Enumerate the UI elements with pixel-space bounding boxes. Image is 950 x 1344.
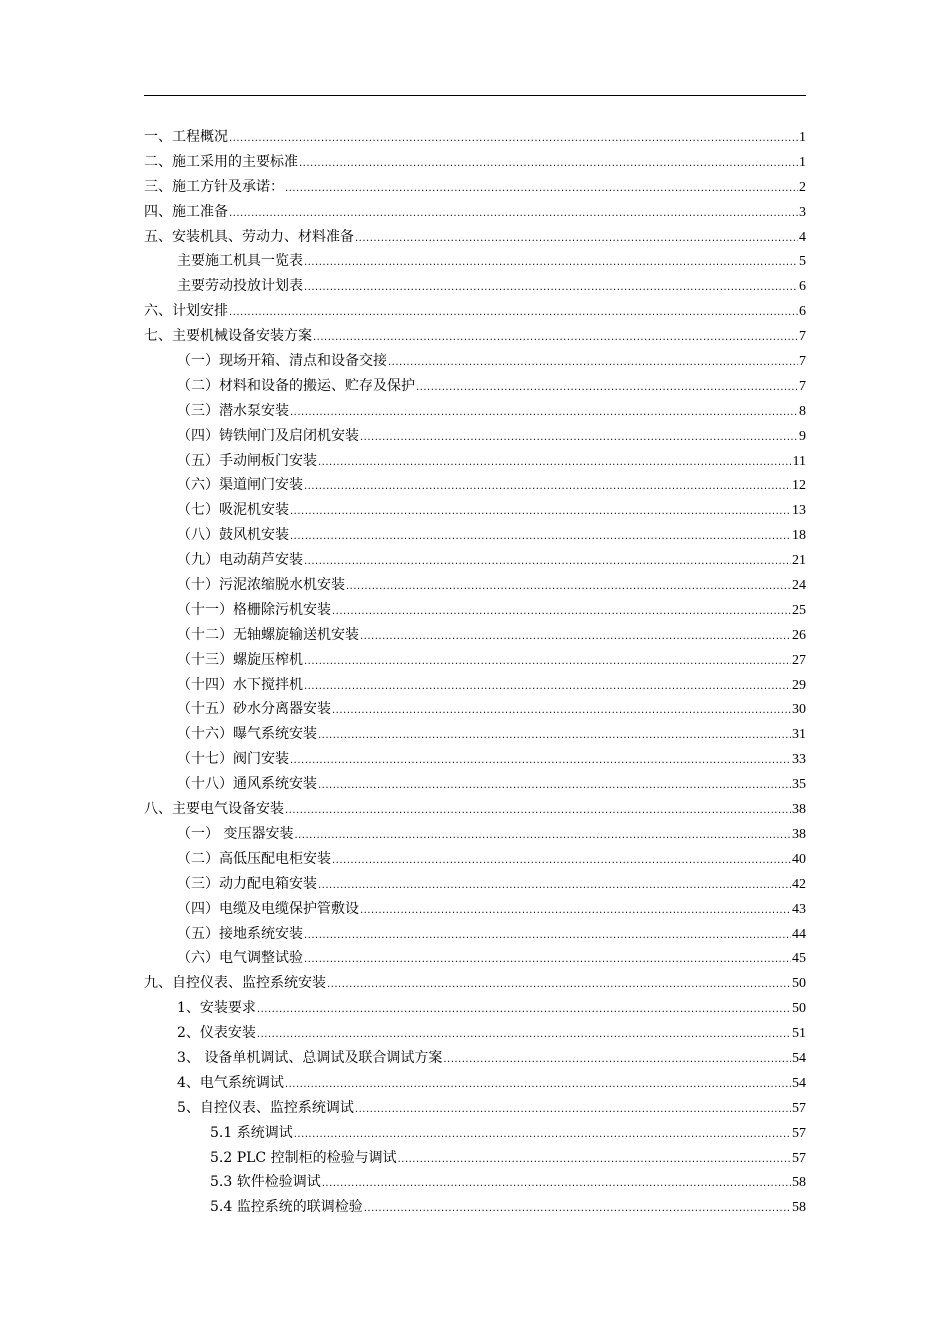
toc-entry-page-number: 11: [792, 453, 806, 469]
toc-entry[interactable]: [144, 1146, 806, 1171]
toc-entry[interactable]: [144, 473, 806, 498]
toc-leader-dots: [304, 675, 791, 700]
toc-entry-page-number: 5: [799, 254, 806, 270]
toc-entry[interactable]: [144, 225, 806, 250]
table-of-contents: [144, 125, 806, 1220]
toc-entry-page-number: 35: [792, 777, 806, 793]
toc-entry-title: （二）材料和设备的搬运、贮存及保护: [177, 377, 415, 394]
toc-entry[interactable]: [144, 125, 806, 150]
toc-entry[interactable]: [144, 299, 806, 324]
toc-entry[interactable]: [144, 1096, 806, 1121]
toc-entry-title: 六、计划安排: [144, 303, 228, 320]
toc-leader-dots: [285, 177, 798, 202]
toc-entry-title: 5.4 监控系统的联调检验: [210, 1199, 363, 1216]
toc-entry-title: （六）电气调整试验: [177, 950, 303, 967]
toc-entry[interactable]: [144, 424, 806, 449]
toc-entry[interactable]: [144, 449, 806, 474]
toc-entry[interactable]: [144, 872, 806, 897]
toc-entry-page-number: 57: [792, 1100, 806, 1116]
toc-entry-title: （八）鼓风机安装: [177, 527, 289, 544]
toc-leader-dots: [290, 500, 791, 525]
toc-entry[interactable]: [144, 897, 806, 922]
toc-leader-dots: [360, 899, 791, 924]
toc-entry[interactable]: [144, 1195, 806, 1220]
toc-leader-dots: [285, 799, 791, 824]
toc-leader-dots: [388, 351, 798, 376]
toc-entry-page-number: 1: [799, 154, 806, 170]
toc-entry[interactable]: [144, 1021, 806, 1046]
toc-leader-dots: [285, 1073, 791, 1098]
toc-leader-dots: [299, 152, 798, 177]
toc-entry-page-number: 21: [792, 553, 806, 569]
toc-leader-dots: [443, 1048, 791, 1073]
toc-entry-page-number: 4: [799, 229, 806, 245]
toc-entry-title: 四、施工准备: [144, 203, 228, 220]
toc-entry-page-number: 8: [799, 403, 806, 419]
toc-entry-title: 一、工程概况: [144, 129, 228, 145]
toc-entry-page-number: 45: [792, 951, 806, 967]
toc-entry[interactable]: [144, 623, 806, 648]
toc-leader-dots: [332, 849, 791, 874]
toc-entry-title: （三）潜水泵安装: [177, 402, 289, 419]
toc-entry-title: （九）电动葫芦安装: [177, 552, 303, 569]
toc-entry-page-number: 27: [792, 652, 806, 668]
toc-entry[interactable]: [144, 324, 806, 349]
toc-leader-dots: [290, 525, 791, 550]
toc-leader-dots: [416, 376, 798, 401]
toc-entry-page-number: 29: [792, 677, 806, 693]
toc-entry-page-number: 25: [792, 602, 806, 618]
toc-entry-title: 4、电气系统调试: [177, 1074, 284, 1091]
toc-entry-title: （五）接地系统安装: [177, 925, 303, 942]
toc-entry-title: 3、 设备单机调试、总调试及联合调试方案: [177, 1049, 443, 1066]
toc-entry-title: 5.3 软件检验调试: [210, 1174, 321, 1191]
toc-entry[interactable]: [144, 498, 806, 523]
toc-entry[interactable]: [144, 922, 806, 947]
toc-entry-page-number: 7: [799, 329, 806, 345]
toc-leader-dots: [257, 1023, 791, 1048]
toc-entry-page-number: 33: [792, 752, 806, 768]
toc-leader-dots: [257, 998, 791, 1023]
toc-entry[interactable]: [144, 598, 806, 623]
toc-entry-page-number: 6: [799, 279, 806, 295]
toc-entry-page-number: 54: [792, 1075, 806, 1091]
toc-entry-title: 主要劳动投放计划表: [177, 278, 303, 295]
toc-entry-page-number: 51: [792, 1026, 806, 1042]
toc-entry-page-number: 57: [792, 1150, 806, 1166]
toc-entry[interactable]: [144, 971, 806, 996]
toc-entry[interactable]: [144, 697, 806, 722]
toc-entry[interactable]: [144, 523, 806, 548]
toc-entry-page-number: 42: [792, 876, 806, 892]
toc-leader-dots: [290, 749, 791, 774]
toc-entry-title: （十二）无轴螺旋输送机安装: [177, 626, 359, 643]
toc-leader-dots: [294, 1123, 791, 1148]
toc-entry[interactable]: [144, 349, 806, 374]
toc-entry-title: 5.2 PLC 控制柜的检验与调试: [210, 1149, 397, 1166]
toc-entry-title: （五）手动闸板门安装: [177, 452, 317, 469]
toc-entry-title: 七、主要机械设备安装方案: [144, 328, 312, 345]
toc-entry-page-number: 40: [792, 851, 806, 867]
toc-leader-dots: [318, 874, 791, 899]
toc-entry-page-number: 7: [799, 378, 806, 394]
toc-leader-dots: [304, 251, 798, 276]
toc-leader-dots: [229, 301, 798, 326]
toc-entry-page-number: 54: [792, 1050, 806, 1066]
toc-entry-page-number: 18: [792, 528, 806, 544]
toc-entry[interactable]: [144, 1046, 806, 1071]
toc-entry[interactable]: [144, 847, 806, 872]
toc-entry-title: （十八）通风系统安装: [177, 776, 317, 793]
toc-entry-title: （七）吸泥机安装: [177, 502, 289, 519]
toc-entry-title: （十七）阀门安装: [177, 751, 289, 768]
toc-leader-dots: [355, 1098, 791, 1123]
toc-entry-page-number: 50: [792, 976, 806, 992]
toc-leader-dots: [304, 948, 791, 973]
toc-entry-page-number: 1: [799, 130, 806, 145]
toc-entry-page-number: 44: [792, 926, 806, 942]
toc-entry-page-number: 43: [792, 901, 806, 917]
toc-leader-dots: [332, 600, 791, 625]
toc-entry-title: （十六）曝气系统安装: [177, 726, 317, 743]
toc-entry[interactable]: [144, 274, 806, 299]
toc-leader-dots: [364, 1197, 791, 1222]
toc-leader-dots: [290, 401, 798, 426]
toc-entry-page-number: 7: [799, 354, 806, 370]
toc-entry-title: （十三）螺旋压榨机: [177, 651, 303, 668]
toc-entry[interactable]: [144, 797, 806, 822]
toc-leader-dots: [304, 924, 791, 949]
toc-entry-title: 1、安装要求: [177, 1000, 256, 1017]
toc-entry-title: （十五）砂水分离器安装: [177, 701, 331, 718]
toc-leader-dots: [322, 1172, 791, 1197]
toc-entry-page-number: 6: [799, 304, 806, 320]
toc-entry-title: （一） 变压器安装: [177, 825, 294, 842]
toc-entry-title: （十）污泥浓缩脱水机安装: [177, 577, 345, 594]
toc-entry-page-number: 24: [792, 578, 806, 594]
toc-entry-page-number: 9: [799, 428, 806, 444]
toc-entry-title: （四）电缆及电缆保护管敷设: [177, 900, 359, 917]
toc-entry[interactable]: [144, 946, 806, 971]
toc-entry-title: （三）动力配电箱安装: [177, 875, 317, 892]
toc-entry-page-number: 12: [792, 478, 806, 494]
toc-leader-dots: [346, 575, 791, 600]
toc-leader-dots: [318, 724, 791, 749]
toc-entry-page-number: 57: [792, 1125, 806, 1141]
toc-entry[interactable]: [144, 200, 806, 225]
toc-entry[interactable]: [144, 747, 806, 772]
toc-entry[interactable]: [144, 175, 806, 200]
toc-entry[interactable]: [144, 548, 806, 573]
toc-entry-title: 主要施工机具一览表: [177, 253, 303, 270]
toc-entry-title: （二）高低压配电柜安装: [177, 850, 331, 867]
toc-leader-dots: [318, 451, 792, 476]
toc-leader-dots: [327, 973, 791, 998]
toc-leader-dots: [229, 127, 798, 152]
toc-entry-page-number: 30: [792, 702, 806, 718]
toc-leader-dots: [304, 550, 791, 575]
toc-leader-dots: [332, 699, 791, 724]
toc-entry[interactable]: [144, 822, 806, 847]
toc-entry[interactable]: [144, 648, 806, 673]
toc-leader-dots: [398, 1148, 791, 1173]
toc-leader-dots: [229, 202, 798, 227]
toc-leader-dots: [360, 625, 791, 650]
toc-entry[interactable]: [144, 249, 806, 274]
toc-leader-dots: [304, 276, 798, 301]
toc-entry-page-number: 50: [792, 1001, 806, 1017]
toc-entry-title: 三、施工方针及承诺：: [144, 178, 284, 195]
header-rule: [144, 95, 806, 96]
toc-entry-title: （十一）格栅除污机安装: [177, 601, 331, 618]
toc-entry-page-number: 58: [792, 1200, 806, 1216]
toc-leader-dots: [355, 227, 798, 252]
toc-leader-dots: [304, 475, 791, 500]
toc-entry-title: （四）铸铁闸门及启闭机安装: [177, 427, 359, 444]
toc-entry-page-number: 38: [792, 802, 806, 818]
toc-leader-dots: [294, 824, 791, 849]
toc-entry-title: （十四）水下搅拌机: [177, 676, 303, 693]
toc-entry-page-number: 13: [792, 503, 806, 519]
toc-entry[interactable]: [144, 772, 806, 797]
toc-entry-page-number: 38: [792, 826, 806, 842]
toc-entry-title: 八、主要电气设备安装: [144, 801, 284, 818]
toc-leader-dots: [318, 774, 791, 799]
toc-entry[interactable]: [144, 996, 806, 1021]
toc-entry-title: 5、自控仪表、监控系统调试: [177, 1099, 354, 1116]
toc-entry-title: 5.1 系统调试: [210, 1124, 293, 1141]
toc-entry-page-number: 3: [799, 204, 806, 220]
toc-entry[interactable]: [144, 573, 806, 598]
toc-entry[interactable]: [144, 150, 806, 175]
toc-entry[interactable]: [144, 374, 806, 399]
toc-entry-title: 二、施工采用的主要标准: [144, 153, 298, 170]
toc-entry-title: 2、仪表安装: [177, 1025, 256, 1042]
toc-entry-page-number: 2: [799, 179, 806, 195]
toc-leader-dots: [313, 326, 798, 351]
toc-entry[interactable]: [144, 399, 806, 424]
toc-entry[interactable]: [144, 1170, 806, 1195]
toc-entry[interactable]: [144, 1121, 806, 1146]
toc-entry-title: 五、安装机具、劳动力、材料准备: [144, 228, 354, 245]
toc-leader-dots: [304, 650, 791, 675]
toc-entry-title: （一）现场开箱、清点和设备交接: [177, 353, 387, 370]
toc-entry[interactable]: [144, 1071, 806, 1096]
toc-entry-title: （六）渠道闸门安装: [177, 477, 303, 494]
toc-leader-dots: [360, 426, 798, 451]
toc-entry-page-number: 58: [792, 1175, 806, 1191]
toc-entry[interactable]: [144, 722, 806, 747]
toc-entry-page-number: 26: [792, 627, 806, 643]
toc-entry-title: 九、自控仪表、监控系统安装: [144, 975, 326, 992]
toc-entry-page-number: 31: [792, 727, 806, 743]
toc-entry[interactable]: [144, 673, 806, 698]
